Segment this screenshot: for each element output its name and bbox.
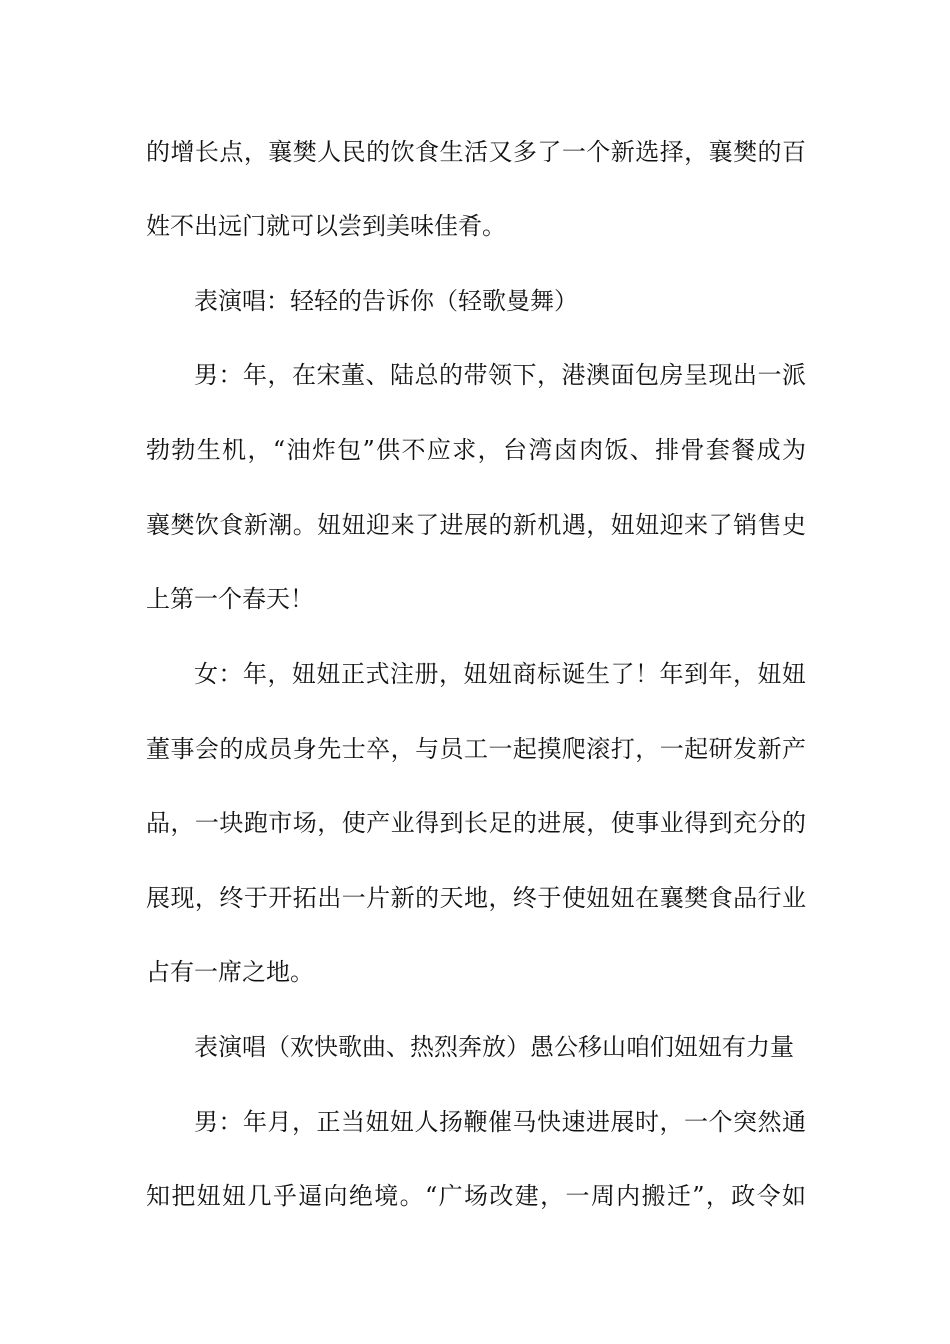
text-line: 表演唱：轻轻的告诉你（轻歌曼舞） [194,287,578,315]
text-line: 男：年，在宋董、陆总的带领下，港澳面包房呈现出一派 [194,361,806,389]
text-line: 襄樊饮食新潮。妞妞迎来了进展的新机遇，妞妞迎来了销售史 [146,511,806,539]
text-line: 姓不出远门就可以尝到美味佳肴。 [146,212,506,240]
text-line: 男：年月，正当妞妞人扬鞭催马快速进展时，一个突然通 [194,1108,806,1136]
text-line: 展现，终于开拓出一片新的天地，终于使妞妞在襄樊食品行业 [146,884,806,912]
text-line: 董事会的成员身先士卒，与员工一起摸爬滚打，一起研发新产 [146,735,806,763]
text-line: 勃勃生机，“油炸包”供不应求，台湾卤肉饭、排骨套餐成为 [146,436,806,464]
text-line: 品，一块跑市场，使产业得到长足的进展，使事业得到充分的 [146,809,806,837]
text-line: 的增长点，襄樊人民的饮食生活又多了一个新选择，襄樊的百 [146,138,806,166]
text-line: 知把妞妞几乎逼向绝境。“广场改建，一周内搬迁”，政令如 [146,1182,806,1210]
text-line: 表演唱（欢快歌曲、热烈奔放）愚公移山咱们妞妞有力量 [194,1033,794,1061]
text-line: 占有一席之地。 [146,958,314,986]
text-line: 上第一个春天！ [146,585,314,613]
text-line: 女：年，妞妞正式注册，妞妞商标诞生了！年到年，妞妞 [194,660,806,688]
